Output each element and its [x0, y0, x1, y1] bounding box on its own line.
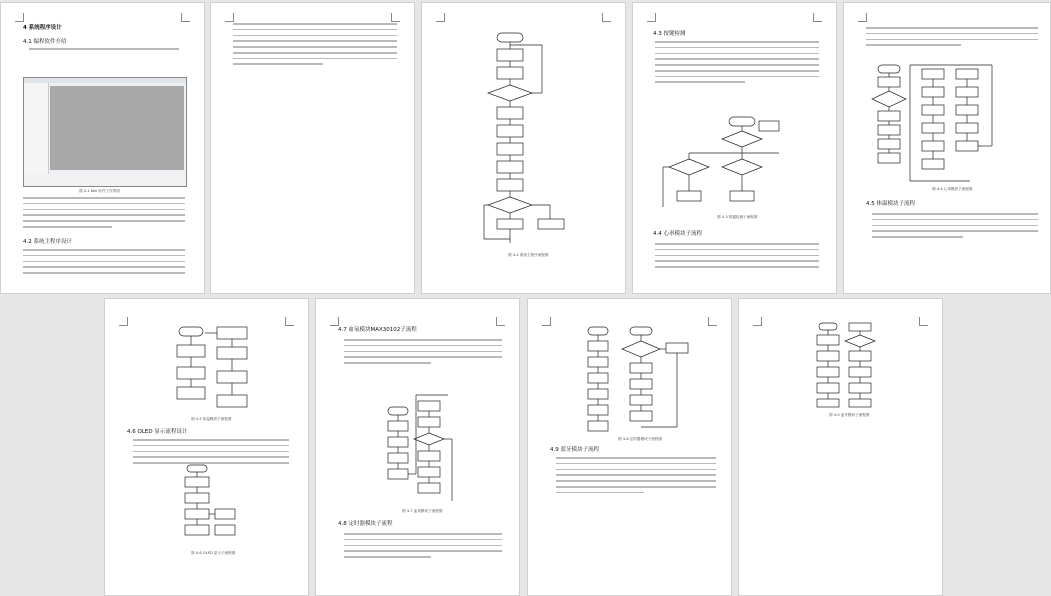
paragraph: [872, 213, 1038, 242]
oled-flowchart: [179, 463, 239, 549]
section-heading: 4.3 按键检测: [653, 31, 686, 37]
section-heading: 4.7 血氧模块MAX30102子流程: [338, 327, 417, 333]
document-page-6[interactable]: [104, 298, 309, 596]
section-heading: 4.1 编程软件介绍: [23, 39, 67, 45]
paragraph: [655, 41, 819, 87]
key-scan-flowchart: [659, 115, 809, 211]
section-heading: 4.2 系统主程序设计: [23, 239, 72, 245]
document-page-4[interactable]: [632, 2, 837, 294]
temperature-flowchart: [173, 325, 261, 411]
paragraph: [23, 249, 185, 278]
document-page-8[interactable]: [527, 298, 732, 596]
figure-caption: 图 4-9 蓝牙模块子流程图: [829, 413, 870, 417]
keil-screenshot-image: [23, 77, 187, 187]
document-page-9[interactable]: [738, 298, 943, 596]
main-flowchart: [482, 29, 592, 251]
figure-caption: 图 4-4 心率模块子流程图: [932, 187, 973, 191]
figure-caption: 图 4-7 血氧模块子流程图: [402, 509, 443, 513]
document-page-3[interactable]: [421, 2, 626, 294]
spo2-flowchart: [386, 391, 466, 507]
paragraph: [556, 457, 716, 497]
section-heading: 4.6 OLED 显示流程设计: [127, 429, 188, 435]
figure-caption: 图 4-5 体温模块子流程图: [191, 417, 232, 421]
figure-caption: 图 4-3 按键检测子流程图: [717, 215, 758, 219]
paragraph: [344, 533, 502, 562]
paragraph: [344, 339, 502, 368]
chapter-heading: 4 系统程序设计: [23, 25, 62, 31]
figure-caption: 图 4-2 系统主程序流程图: [508, 253, 549, 257]
paragraph: [866, 27, 1038, 50]
paragraph: [29, 48, 179, 54]
paragraph: [233, 23, 397, 69]
document-page-7[interactable]: [315, 298, 520, 596]
paragraph: [655, 243, 819, 272]
figure-caption: 图 4-1 Keil 软件工作界面: [79, 189, 120, 193]
section-heading: 4.8 定时器模块子流程: [338, 521, 393, 527]
paragraph: [23, 197, 185, 232]
document-page-1[interactable]: [0, 2, 205, 294]
document-page-5[interactable]: [843, 2, 1051, 294]
section-heading: 4.4 心率模块子流程: [653, 231, 702, 237]
figure-caption: 图 4-6 OLED 显示子流程图: [191, 551, 236, 555]
timer-flowchart: [584, 323, 694, 435]
section-heading: 4.9 蓝牙模块子流程: [550, 447, 599, 453]
section-heading: 4.5 体温模块子流程: [866, 201, 915, 207]
document-page-2[interactable]: [210, 2, 415, 294]
heart-rate-flowchart: [870, 63, 1010, 185]
bluetooth-flowchart: [813, 321, 879, 409]
figure-caption: 图 4-8 定时器模块子流程图: [618, 437, 663, 441]
